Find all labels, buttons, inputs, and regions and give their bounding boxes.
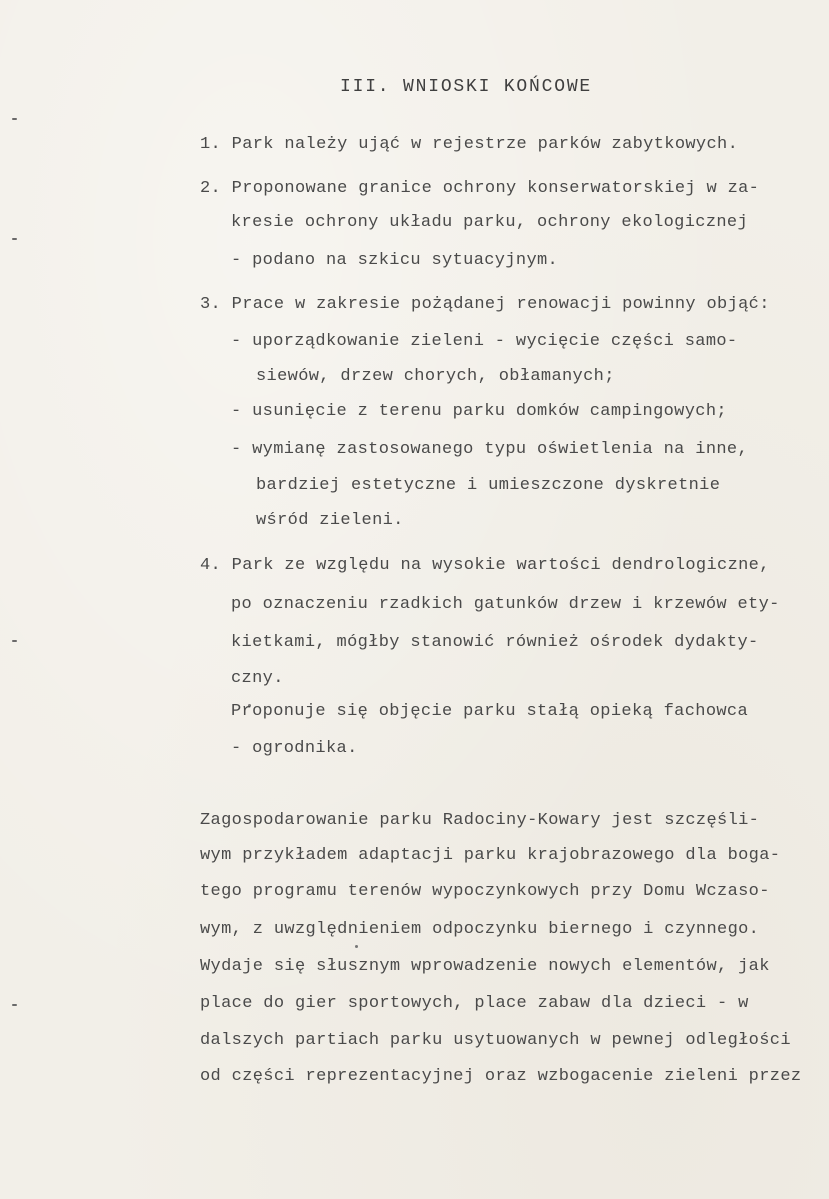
text-line: bardziej estetyczne i umieszczone dyskretnie [256, 476, 721, 495]
text-line: - usunięcie z terenu parku domków campingowych; [231, 402, 727, 421]
text-line: Wydaje się słusznym wprowadzenie nowych elementów, jak [200, 957, 770, 976]
text-line: wśród zieleni. [256, 511, 404, 530]
margin-mark [12, 1004, 17, 1006]
text-line: siewów, drzew chorych, obłamanych; [256, 367, 615, 386]
text-line: Zagospodarowanie parku Radociny-Kowary jest szczęśli- [200, 811, 760, 830]
margin-mark [12, 640, 17, 642]
text-line: po oznaczeniu rzadkich gatunków drzew i krzewów ety- [231, 595, 780, 614]
text-line: - uporządkowanie zieleni - wycięcie części samo- [231, 332, 738, 351]
text-line: kietkami, mógłby stanowić również ośrodek dydakty- [231, 633, 759, 652]
text-line: kresie ochrony układu parku, ochrony ekologicznej [231, 213, 749, 232]
margin-mark [12, 238, 17, 240]
text-line: 3. Prace w zakresie pożądanej renowacji powinny objąć: [200, 295, 770, 314]
text-line: - ogrodnika. [231, 739, 358, 758]
text-line: Proponuje się objęcie parku stałą opieką fachowca [231, 702, 749, 721]
text-line: czny. [231, 669, 284, 688]
text-line: 2. Proponowane granice ochrony konserwatorskiej w za- [200, 179, 760, 198]
text-line: 4. Park ze względu na wysokie wartości dendrologiczne, [200, 556, 770, 575]
text-line: dalszych partiach parku usytuowanych w pewnej odległości [200, 1031, 791, 1050]
section-heading: III. WNIOSKI KOŃCOWE [340, 77, 593, 97]
paper-speck [355, 945, 358, 948]
text-line: wym przykładem adaptacji parku krajobrazowego dla boga- [200, 846, 781, 865]
text-line: place do gier sportowych, place zabaw dla dzieci - w [200, 994, 749, 1013]
margin-mark [12, 118, 17, 120]
text-line: od części reprezentacyjnej oraz wzbogacenie zieleni przez [200, 1067, 802, 1086]
text-line: wym, z uwzględnieniem odpoczynku biernego i czynnego. [200, 920, 760, 939]
text-line: - podano na szkicu sytuacyjnym. [231, 251, 559, 270]
text-line: 1. Park należy ująć w rejestrze parków zabytkowych. [200, 135, 739, 154]
text-line: tego programu terenów wypoczynkowych przy Domu Wczaso- [200, 882, 770, 901]
text-line: - wymianę zastosowanego typu oświetlenia na inne, [231, 440, 749, 459]
